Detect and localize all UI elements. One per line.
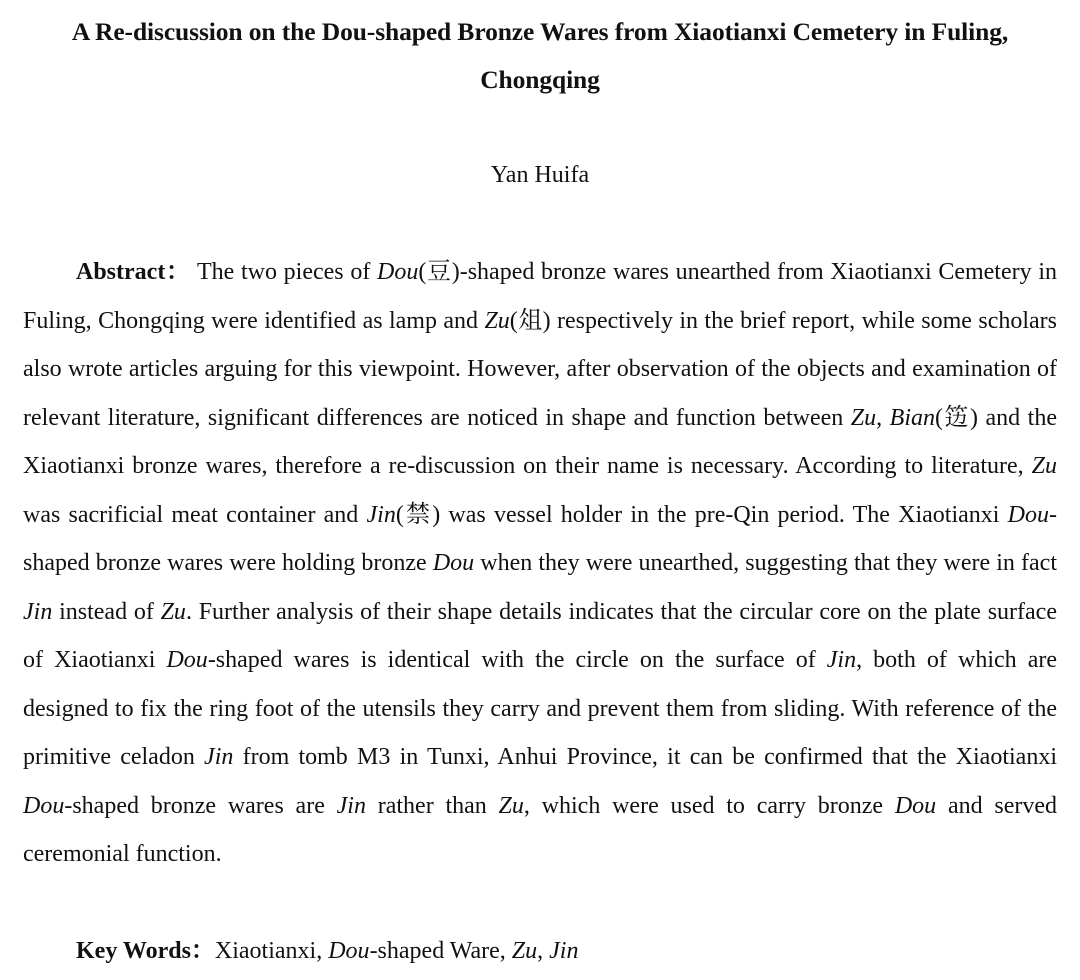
text-run: , [876,404,890,431]
text-run: and served ceremonial function. [23,792,1057,867]
text-run: rather than [365,792,499,819]
text-run: -shaped bronze wares were holding bronze [23,501,1057,576]
italic-term: Dou [328,938,370,964]
text-run: from tomb M3 in Tunxi, Anhui Province, it can be confirmed that the Xiaotianxi [233,744,1057,770]
text-run: (豆)-shaped bronze wares unearthed from Xiaotianxi Cemetery in Fuling, Chongqing were identified as lamp and [23,259,1057,334]
text-run: , both of which are designed to fix the ring foot of the utensils they carry and prevent them from sliding. With reference of the primitive celadon [23,647,1058,770]
italic-term: Jin [366,501,396,528]
italic-term: Zu [511,938,538,964]
italic-term: Zu [160,598,186,625]
text-run: -shaped Ware, [369,938,512,964]
keywords-line [76,927,578,975]
keywords-label: Key Words： [76,938,215,964]
text-run: (禁) was vessel holder in the pre-Qin period. The Xiaotianxi [395,501,1008,528]
italic-term: Zu [850,404,877,431]
italic-term: Dou [23,792,65,819]
text-run: . Further analysis of their shape details indicates that the circular core on the plate surface of Xiaotianxi [23,598,1057,673]
italic-term: Dou [166,647,208,673]
text-run: -shaped wares is identical with the circle on the surface of [207,647,827,673]
text-run: (笾) and the Xiaotianxi bronze wares, therefore a re-discussion on their name is necessary. According to literature, [23,404,1057,479]
italic-term: Zu [498,792,524,819]
italic-term: Dou [377,259,419,285]
italic-term: Dou [432,550,475,576]
italic-term: Bian [889,404,935,431]
italic-term: Jin [23,598,53,625]
text-run: -shaped bronze wares are [64,792,337,819]
text-run: The two pieces of [196,259,377,285]
italic-term: Dou [1007,501,1049,528]
italic-term: Jin [336,792,366,819]
text-run: (俎) respectively in the brief report, while some scholars also wrote articles arguing for this viewpoint. However, after observation of the objects and examination of relevant literature, significant differences are noticed in shape and function between [23,307,1058,431]
italic-term: Jin [549,938,579,964]
italic-term: Dou [894,792,937,819]
paper-title: A Re-discussion on the Dou-shaped Bronze Wares from Xiaotianxi Cemetery in Fuling, Chongqing [71,17,1009,94]
italic-term: Zu [484,307,510,334]
abstract-body [23,259,1057,867]
text-run: was sacrificial meat container and [23,501,367,528]
text-run: when they were unearthed, suggesting that they were in fact [474,550,1057,576]
italic-term: Jin [204,744,234,770]
author-name: Yan Huifa [490,162,590,188]
abstract-paragraph [23,248,1057,879]
italic-term: Jin [826,647,857,673]
keywords-list [215,938,579,964]
text-run: , which were used to carry bronze [523,792,895,819]
text-run: instead of [52,598,161,625]
text-run: Xiaotianxi, [214,938,329,964]
italic-term: Zu [1031,453,1057,479]
abstract-label: Abstract： [76,259,191,285]
text-run: , [537,938,550,964]
